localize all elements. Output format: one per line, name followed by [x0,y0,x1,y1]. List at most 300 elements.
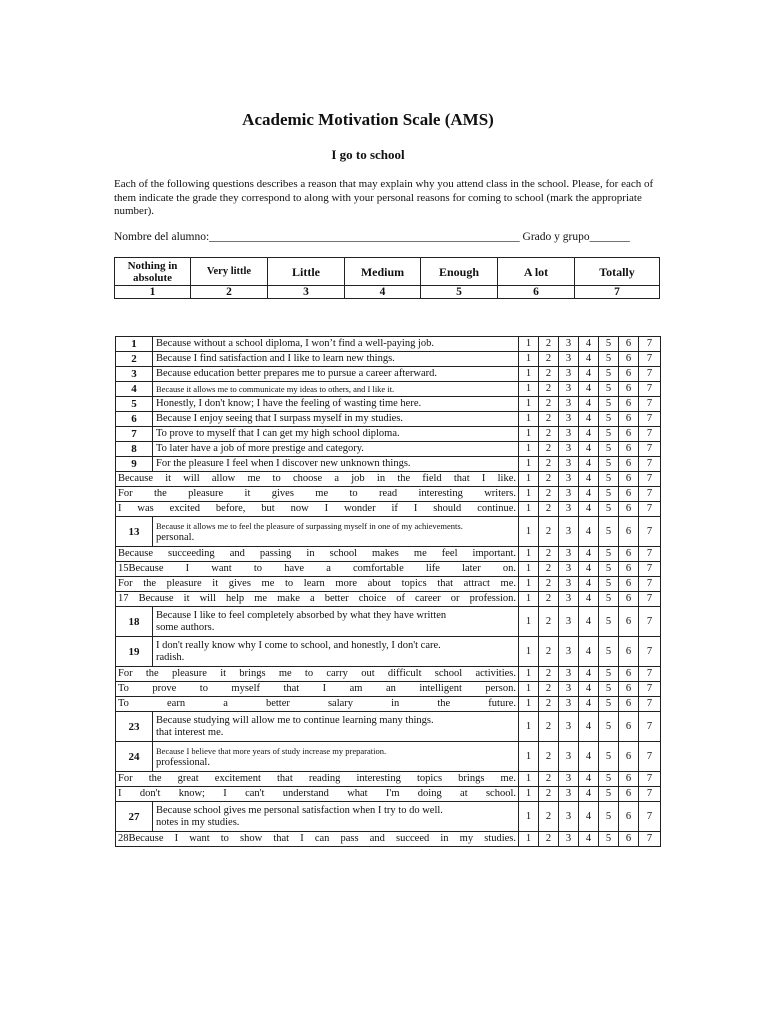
question-row [116,502,661,517]
rating-option-1[interactable]: 1 [519,802,539,832]
rating-option-1[interactable]: 1 [519,337,539,352]
rating-option-7[interactable]: 7 [639,442,661,457]
rating-option-6[interactable]: 6 [619,427,639,442]
rating-option-2[interactable]: 2 [539,352,559,367]
rating-option-1[interactable]: 1 [519,442,539,457]
rating-option-7[interactable]: 7 [639,367,661,382]
rating-option-1[interactable]: 1 [519,832,539,847]
question-text-line: Because school gives me personal satisfaction when I try to do well. [156,804,443,816]
rating-option-2[interactable]: 2 [539,517,559,547]
rating-option-3[interactable]: 3 [559,457,579,472]
question-number: 24 [116,742,153,772]
rating-option-5[interactable]: 5 [599,637,619,667]
rating-option-7[interactable]: 7 [639,397,661,412]
question-row [116,682,661,697]
rating-option-1[interactable]: 1 [519,487,539,502]
question-text-line: Honestly, I don't know; I have the feeling of wasting time here. [156,398,422,409]
rating-option-2[interactable]: 2 [539,802,559,832]
rating-option-7[interactable]: 7 [639,382,661,397]
question-text [153,382,519,397]
rating-option-7[interactable]: 7 [639,682,661,697]
rating-option-5[interactable]: 5 [599,427,619,442]
rating-option-1[interactable]: 1 [519,637,539,667]
question-row [116,742,661,772]
rating-option-4[interactable]: 4 [579,697,599,712]
rating-option-5[interactable]: 5 [599,667,619,682]
rating-option-7[interactable]: 7 [639,772,661,787]
rating-option-5[interactable]: 5 [599,742,619,772]
question-text: For the pleasure it gives me to learn more about topics that attract me. [116,577,519,592]
rating-option-4[interactable]: 4 [579,472,599,487]
rating-option-7[interactable]: 7 [639,352,661,367]
rating-option-5[interactable]: 5 [599,352,619,367]
questionnaire-table [115,336,661,847]
rating-option-1[interactable]: 1 [519,427,539,442]
rating-option-3[interactable]: 3 [559,802,579,832]
question-text-line: Because I enjoy seeing that I surpass myself in my studies. [156,413,403,424]
question-text: Because succeeding and passing in school makes me feel important. [116,547,519,562]
rating-option-6[interactable]: 6 [619,712,639,742]
scale-label-3: Little [268,258,345,286]
rating-option-4[interactable]: 4 [579,682,599,697]
scale-label-5: Enough [421,258,498,286]
rating-option-3[interactable]: 3 [559,637,579,667]
rating-option-6[interactable]: 6 [619,352,639,367]
question-text-line: Because without a school diploma, I won’t find a well-paying job. [156,338,434,349]
rating-option-4[interactable]: 4 [579,667,599,682]
rating-option-6[interactable]: 6 [619,547,639,562]
rating-option-3[interactable]: 3 [559,367,579,382]
rating-option-4[interactable]: 4 [579,592,599,607]
question-number: 18 [116,607,153,637]
rating-option-3[interactable]: 3 [559,607,579,637]
question-row [116,472,661,487]
rating-option-2[interactable]: 2 [539,367,559,382]
instructions-paragraph: Each of the following questions describes a reason that may explain why you attend class in the school. Please, for each of them indicate the grade they correspond to along with your personal reasons for coming to school (mark the appropriate number). [114,178,654,217]
question-text [153,517,519,547]
rating-option-2[interactable]: 2 [539,457,559,472]
rating-option-1[interactable]: 1 [519,682,539,697]
rating-option-5[interactable]: 5 [599,337,619,352]
question-text-continuation: professional. [156,756,210,768]
rating-option-3[interactable]: 3 [559,832,579,847]
question-row [116,442,661,457]
rating-option-6[interactable]: 6 [619,787,639,802]
question-number: 7 [116,427,153,442]
rating-option-7[interactable]: 7 [639,697,661,712]
rating-option-4[interactable]: 4 [579,337,599,352]
question-text [153,367,519,382]
question-row [116,592,661,607]
question-text-continuation: personal. [156,531,195,543]
rating-option-7[interactable]: 7 [639,607,661,637]
rating-option-4[interactable]: 4 [579,502,599,517]
question-text [153,637,519,667]
rating-option-5[interactable]: 5 [599,367,619,382]
rating-option-7[interactable]: 7 [639,787,661,802]
question-text-line: To later have a job of more prestige and category. [156,443,364,454]
page-subtitle: I go to school [331,147,405,162]
rating-option-4[interactable]: 4 [579,427,599,442]
question-number: 4 [116,382,153,397]
question-row [116,787,661,802]
rating-option-2[interactable]: 2 [539,487,559,502]
rating-option-3[interactable]: 3 [559,577,579,592]
rating-option-6[interactable]: 6 [619,682,639,697]
rating-option-5[interactable]: 5 [599,397,619,412]
rating-option-7[interactable]: 7 [639,667,661,682]
question-text [153,397,519,412]
question-row [116,397,661,412]
question-text [153,712,519,742]
rating-option-6[interactable]: 6 [619,502,639,517]
rating-option-2[interactable]: 2 [539,502,559,517]
rating-option-5[interactable]: 5 [599,382,619,397]
rating-option-2[interactable]: 2 [539,562,559,577]
rating-option-1[interactable]: 1 [519,457,539,472]
question-text: 17 Because it will help me make a better choice of career or profession. [116,592,519,607]
rating-option-2[interactable]: 2 [539,682,559,697]
rating-option-6[interactable]: 6 [619,472,639,487]
rating-option-6[interactable]: 6 [619,607,639,637]
rating-option-3[interactable]: 3 [559,382,579,397]
rating-option-3[interactable]: 3 [559,502,579,517]
question-row [116,427,661,442]
question-text [153,352,519,367]
question-text: 15Because I want to have a comfortable life later on. [116,562,519,577]
question-text [153,457,519,472]
rating-option-1[interactable]: 1 [519,397,539,412]
rating-option-2[interactable]: 2 [539,772,559,787]
rating-option-1[interactable]: 1 [519,592,539,607]
scale-number-5: 5 [421,286,498,299]
rating-option-6[interactable]: 6 [619,562,639,577]
question-number: 9 [116,457,153,472]
rating-option-4[interactable]: 4 [579,802,599,832]
rating-option-3[interactable]: 3 [559,592,579,607]
rating-option-2[interactable]: 2 [539,337,559,352]
rating-option-6[interactable]: 6 [619,742,639,772]
student-name-grade-line[interactable]: Nombre del alumno:______________________________________________________ Grado y grupo_______ [114,231,630,243]
rating-option-2[interactable]: 2 [539,787,559,802]
rating-option-1[interactable]: 1 [519,787,539,802]
rating-option-2[interactable]: 2 [539,637,559,667]
rating-option-6[interactable]: 6 [619,577,639,592]
rating-option-7[interactable]: 7 [639,712,661,742]
rating-option-5[interactable]: 5 [599,412,619,427]
rating-option-3[interactable]: 3 [559,712,579,742]
rating-option-3[interactable]: 3 [559,472,579,487]
rating-option-1[interactable]: 1 [519,712,539,742]
rating-option-4[interactable]: 4 [579,397,599,412]
question-number: 2 [116,352,153,367]
rating-option-7[interactable]: 7 [639,802,661,832]
rating-option-7[interactable]: 7 [639,472,661,487]
rating-option-5[interactable]: 5 [599,562,619,577]
rating-option-7[interactable]: 7 [639,427,661,442]
rating-option-7[interactable]: 7 [639,547,661,562]
question-number: 8 [116,442,153,457]
rating-option-4[interactable]: 4 [579,442,599,457]
question-number: 27 [116,802,153,832]
rating-option-4[interactable]: 4 [579,367,599,382]
rating-option-6[interactable]: 6 [619,337,639,352]
rating-option-5[interactable]: 5 [599,772,619,787]
question-number: 23 [116,712,153,742]
question-text-line: Because I find satisfaction and I like to learn new things. [156,353,395,364]
rating-option-5[interactable]: 5 [599,517,619,547]
rating-option-4[interactable]: 4 [579,517,599,547]
rating-option-3[interactable]: 3 [559,682,579,697]
question-text-line: To prove to myself that I can get my high school diploma. [156,428,400,439]
question-row [116,697,661,712]
question-number: 19 [116,637,153,667]
question-text-line: For the pleasure I feel when I discover new unknown things. [156,458,411,469]
rating-option-5[interactable]: 5 [599,487,619,502]
rating-option-5[interactable]: 5 [599,802,619,832]
question-text [153,742,519,772]
rating-option-5[interactable]: 5 [599,457,619,472]
question-text: For the great excitement that reading interesting topics brings me. [116,772,519,787]
rating-option-6[interactable]: 6 [619,457,639,472]
scale-number-1: 1 [115,286,191,299]
rating-option-5[interactable]: 5 [599,712,619,742]
question-text-line: Because education better prepares me to pursue a career afterward. [156,368,438,379]
question-text-line: Because I like to feel completely absorbed by what they have written [156,609,447,621]
question-row [116,772,661,787]
rating-option-7[interactable]: 7 [639,742,661,772]
rating-option-5[interactable]: 5 [599,697,619,712]
rating-option-7[interactable]: 7 [639,487,661,502]
rating-option-3[interactable]: 3 [559,562,579,577]
rating-option-5[interactable]: 5 [599,592,619,607]
rating-option-1[interactable]: 1 [519,742,539,772]
scale-number-3: 3 [268,286,345,299]
rating-option-3[interactable]: 3 [559,742,579,772]
scale-number-4: 4 [345,286,421,299]
question-text-line: Because it allows me to feel the pleasure of surpassing myself in one of my achievements. [156,520,463,531]
rating-option-4[interactable]: 4 [579,562,599,577]
rating-option-4[interactable]: 4 [579,352,599,367]
rating-option-2[interactable]: 2 [539,442,559,457]
question-row [116,352,661,367]
question-text: To earn a better salary in the future. [116,697,519,712]
scale-label-6: A lot [498,258,575,286]
rating-option-2[interactable]: 2 [539,427,559,442]
rating-option-3[interactable]: 3 [559,352,579,367]
rating-option-1[interactable]: 1 [519,772,539,787]
rating-option-4[interactable]: 4 [579,457,599,472]
rating-option-5[interactable]: 5 [599,502,619,517]
question-row [116,802,661,832]
rating-option-7[interactable]: 7 [639,517,661,547]
rating-option-3[interactable]: 3 [559,412,579,427]
rating-option-4[interactable]: 4 [579,832,599,847]
question-row [116,607,661,637]
question-text [153,337,519,352]
page-title: Academic Motivation Scale (AMS) [242,110,494,129]
rating-option-2[interactable]: 2 [539,472,559,487]
rating-option-6[interactable]: 6 [619,802,639,832]
rating-option-3[interactable]: 3 [559,337,579,352]
question-row [116,712,661,742]
rating-option-6[interactable]: 6 [619,382,639,397]
question-row [116,367,661,382]
question-row [116,517,661,547]
rating-option-3[interactable]: 3 [559,442,579,457]
question-number: 3 [116,367,153,382]
question-text: Because it will allow me to choose a job in the field that I like. [116,472,519,487]
scale-label-2: Very little [191,258,268,286]
rating-option-3[interactable]: 3 [559,667,579,682]
rating-option-1[interactable]: 1 [519,667,539,682]
question-row [116,832,661,847]
scale-label-1: Nothing in absolute [115,258,191,286]
rating-option-2[interactable]: 2 [539,412,559,427]
question-text [153,607,519,637]
question-text-continuation: notes in my studies. [156,816,240,828]
rating-option-3[interactable]: 3 [559,397,579,412]
question-text: For the pleasure it brings me to carry out difficult school activities. [116,667,519,682]
rating-option-2[interactable]: 2 [539,397,559,412]
rating-option-6[interactable]: 6 [619,412,639,427]
rating-option-4[interactable]: 4 [579,577,599,592]
question-row [116,412,661,427]
rating-option-5[interactable]: 5 [599,442,619,457]
rating-option-1[interactable]: 1 [519,367,539,382]
question-text: To prove to myself that I am an intelligent person. [116,682,519,697]
question-text: 28Because I want to show that I can pass and succeed in my studies. [116,832,519,847]
question-text: For the pleasure it gives me to read interesting writers. [116,487,519,502]
rating-option-1[interactable]: 1 [519,562,539,577]
rating-option-4[interactable]: 4 [579,412,599,427]
rating-option-1[interactable]: 1 [519,607,539,637]
scale-number-7: 7 [575,286,660,299]
rating-option-2[interactable]: 2 [539,592,559,607]
rating-option-1[interactable]: 1 [519,352,539,367]
rating-option-1[interactable]: 1 [519,577,539,592]
rating-option-2[interactable]: 2 [539,667,559,682]
rating-option-7[interactable]: 7 [639,832,661,847]
question-text: I don't know; I can't understand what I'm doing at school. [116,787,519,802]
rating-option-6[interactable]: 6 [619,667,639,682]
rating-option-5[interactable]: 5 [599,547,619,562]
rating-option-1[interactable]: 1 [519,517,539,547]
rating-option-4[interactable]: 4 [579,772,599,787]
rating-option-7[interactable]: 7 [639,457,661,472]
question-text-line: Because studying will allow me to continue learning many things. [156,714,434,726]
rating-option-4[interactable]: 4 [579,787,599,802]
question-row [116,457,661,472]
rating-option-6[interactable]: 6 [619,592,639,607]
rating-option-2[interactable]: 2 [539,697,559,712]
question-text [153,412,519,427]
rating-option-4[interactable]: 4 [579,637,599,667]
rating-option-1[interactable]: 1 [519,412,539,427]
rating-option-4[interactable]: 4 [579,742,599,772]
question-row [116,637,661,667]
rating-option-4[interactable]: 4 [579,547,599,562]
rating-option-2[interactable]: 2 [539,382,559,397]
rating-option-5[interactable]: 5 [599,577,619,592]
rating-option-3[interactable]: 3 [559,517,579,547]
rating-option-7[interactable]: 7 [639,412,661,427]
rating-option-2[interactable]: 2 [539,742,559,772]
rating-option-7[interactable]: 7 [639,637,661,667]
question-text-continuation: radish. [156,651,185,663]
rating-option-6[interactable]: 6 [619,517,639,547]
rating-option-2[interactable]: 2 [539,712,559,742]
question-row [116,337,661,352]
question-row [116,667,661,682]
rating-option-6[interactable]: 6 [619,637,639,667]
question-text-line: I don't really know why I come to school, and honestly, I don't care. [156,639,441,651]
question-text: I was excited before, but now I wonder if I should continue. [116,502,519,517]
question-text [153,442,519,457]
question-number: 5 [116,397,153,412]
rating-option-5[interactable]: 5 [599,832,619,847]
rating-option-1[interactable]: 1 [519,472,539,487]
rating-option-3[interactable]: 3 [559,787,579,802]
rating-option-6[interactable]: 6 [619,397,639,412]
rating-option-3[interactable]: 3 [559,697,579,712]
question-row [116,487,661,502]
scale-number-2: 2 [191,286,268,299]
rating-option-7[interactable]: 7 [639,502,661,517]
scale-label-7: Totally [575,258,660,286]
question-text [153,427,519,442]
question-text [153,802,519,832]
rating-option-6[interactable]: 6 [619,832,639,847]
rating-option-2[interactable]: 2 [539,832,559,847]
rating-option-2[interactable]: 2 [539,547,559,562]
rating-option-1[interactable]: 1 [519,502,539,517]
rating-option-4[interactable]: 4 [579,607,599,637]
question-text-continuation: that interest me. [156,726,224,738]
rating-option-4[interactable]: 4 [579,712,599,742]
rating-option-5[interactable]: 5 [599,787,619,802]
rating-option-6[interactable]: 6 [619,367,639,382]
rating-option-2[interactable]: 2 [539,607,559,637]
rating-option-5[interactable]: 5 [599,607,619,637]
question-row [116,382,661,397]
question-row [116,562,661,577]
rating-option-2[interactable]: 2 [539,577,559,592]
rating-option-6[interactable]: 6 [619,442,639,457]
rating-option-6[interactable]: 6 [619,697,639,712]
rating-option-7[interactable]: 7 [639,337,661,352]
question-row [116,577,661,592]
question-text-line: Because it allows me to communicate my ideas to others, and I like it. [156,384,395,394]
rating-option-4[interactable]: 4 [579,382,599,397]
rating-option-3[interactable]: 3 [559,487,579,502]
rating-option-1[interactable]: 1 [519,697,539,712]
question-number: 13 [116,517,153,547]
rating-option-5[interactable]: 5 [599,682,619,697]
rating-option-1[interactable]: 1 [519,547,539,562]
rating-option-7[interactable]: 7 [639,562,661,577]
rating-option-6[interactable]: 6 [619,487,639,502]
rating-option-7[interactable]: 7 [639,592,661,607]
rating-option-5[interactable]: 5 [599,472,619,487]
rating-option-1[interactable]: 1 [519,382,539,397]
rating-option-4[interactable]: 4 [579,487,599,502]
rating-option-6[interactable]: 6 [619,772,639,787]
rating-option-7[interactable]: 7 [639,577,661,592]
rating-option-3[interactable]: 3 [559,427,579,442]
rating-option-3[interactable]: 3 [559,772,579,787]
rating-option-3[interactable]: 3 [559,547,579,562]
